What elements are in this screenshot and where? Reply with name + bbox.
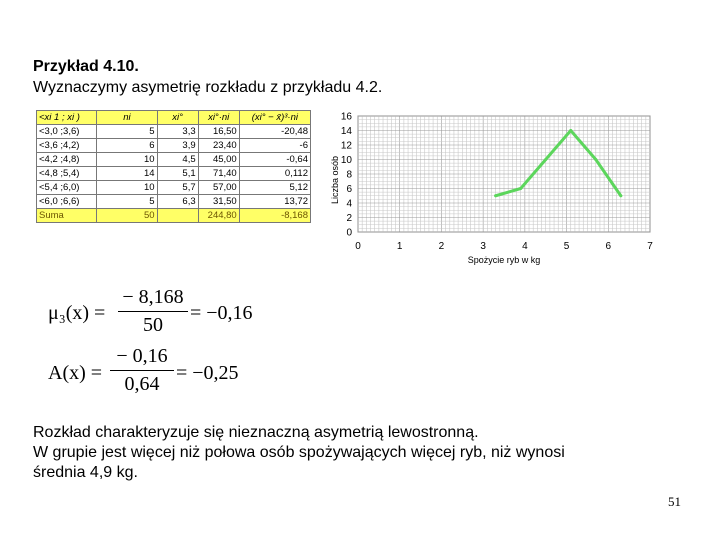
- cell-midpoint: 5,1: [157, 167, 198, 181]
- cell-sum-product: 244,80: [198, 209, 239, 223]
- slide-heading: [33, 56, 382, 98]
- table-row: [37, 195, 311, 209]
- table-sum-row: [37, 209, 311, 223]
- conclusion-line-2: W grupie jest więcej niż połowa osób spożywających więcej ryb, niż wynosi: [33, 444, 565, 461]
- cell-count: 5: [97, 125, 157, 139]
- cell-third-moment: 13,72: [239, 195, 310, 209]
- x-tick-label: 5: [563, 241, 570, 252]
- cell-sum-label: Suma: [37, 209, 97, 223]
- x-tick-label: 7: [647, 241, 653, 252]
- cell-product: 45,00: [198, 153, 239, 167]
- cell-midpoint: 4,5: [157, 153, 198, 167]
- x-tick-label: 6: [605, 241, 612, 252]
- x-axis-title: Spożycie ryb w kg: [467, 255, 541, 265]
- y-tick-label: 10: [340, 155, 352, 166]
- y-tick-label: 14: [340, 126, 352, 137]
- header-midpoint: xi°: [157, 111, 198, 125]
- x-tick-label: 0: [355, 241, 361, 252]
- cell-third-moment: 5,12: [239, 181, 310, 195]
- table-row: [37, 139, 311, 153]
- conclusion-line-1: Rozkład charakteryzuje się nieznaczną asymetrią lewostronną.: [33, 424, 479, 441]
- y-tick-label: 0: [346, 227, 352, 239]
- formula1-denominator: 50: [143, 314, 163, 336]
- table-row: [37, 167, 311, 181]
- frequency-line-chart: [325, 108, 670, 268]
- y-tick-label: 4: [346, 198, 352, 210]
- data-point: [494, 194, 497, 197]
- conclusion-text: [33, 423, 673, 483]
- cell-midpoint: 6,3: [157, 195, 198, 209]
- formula2-fraction: [110, 345, 174, 396]
- cell-midpoint: 5,7: [157, 181, 198, 195]
- formula1-lhs: μ₃(x) =: [48, 302, 106, 324]
- header-interval: <xi 1 ; xi ): [37, 111, 97, 125]
- formula1-numerator: − 8,168: [122, 286, 184, 308]
- cell-count: 10: [97, 181, 157, 195]
- cell-product: 57,00: [198, 181, 239, 195]
- x-tick-label: 4: [522, 241, 528, 252]
- cell-interval: <3,6 ;4,2): [37, 139, 97, 153]
- cell-product: 23,40: [198, 139, 239, 153]
- table-row: [37, 153, 311, 167]
- cell-count: 10: [97, 153, 157, 167]
- frequency-table: [36, 110, 311, 223]
- y-tick-label: 2: [346, 213, 352, 224]
- cell-sum-third-moment: -8,168: [239, 209, 310, 223]
- cell-third-moment: 0,112: [239, 167, 310, 181]
- data-point: [519, 187, 522, 190]
- formula1-result: = −0,16: [190, 302, 253, 324]
- cell-sum-midpoint: [157, 209, 198, 223]
- table-row: [37, 125, 311, 139]
- cell-sum-count: 50: [97, 209, 157, 223]
- formula2-result: = −0,25: [176, 362, 239, 384]
- header-count: ni: [97, 111, 157, 125]
- cell-count: 6: [97, 139, 157, 153]
- cell-product: 31,50: [198, 195, 239, 209]
- data-point: [544, 158, 547, 161]
- formula2-denominator: 0,64: [124, 373, 160, 395]
- table-row: [37, 181, 311, 195]
- x-tick-label: 1: [396, 241, 403, 252]
- formula1-fraction: [118, 286, 188, 337]
- cell-third-moment: -6: [239, 139, 310, 153]
- header-product: xi°·ni: [198, 111, 239, 125]
- cell-count: 14: [97, 167, 157, 181]
- y-tick-label: 8: [346, 169, 352, 181]
- cell-count: 5: [97, 195, 157, 209]
- cell-interval: <3,0 ;3,6): [37, 125, 97, 139]
- cell-midpoint: 3,9: [157, 139, 198, 153]
- cell-third-moment: -20,48: [239, 125, 310, 139]
- formula2-numerator: − 0,16: [116, 345, 168, 367]
- data-point: [594, 158, 597, 161]
- data-point: [569, 129, 572, 132]
- cell-third-moment: -0,64: [239, 153, 310, 167]
- cell-interval: <4,2 ;4,8): [37, 153, 97, 167]
- data-point: [619, 194, 622, 197]
- cell-interval: <5,4 ;6,0): [37, 181, 97, 195]
- cell-interval: <4,8 ;5,4): [37, 167, 97, 181]
- page-number: 51: [668, 494, 681, 509]
- cell-product: 16,50: [198, 125, 239, 139]
- table-header-row: [37, 111, 311, 125]
- y-axis-title: Liczba osób: [330, 155, 340, 205]
- x-tick-label: 3: [480, 241, 486, 252]
- y-tick-label: 16: [340, 111, 352, 123]
- formula2-lhs: A(x) =: [48, 362, 103, 384]
- header-third-moment: (xi° − x̄)³·ni: [239, 111, 310, 125]
- example-title: Przykład 4.10.: [33, 58, 139, 75]
- y-tick-label: 6: [346, 184, 352, 195]
- cell-interval: <6,0 ;6,6): [37, 195, 97, 209]
- cell-midpoint: 3,3: [157, 125, 198, 139]
- conclusion-line-3: średnia 4,9 kg.: [33, 464, 138, 481]
- y-tick-label: 12: [340, 140, 352, 152]
- x-tick-label: 2: [438, 241, 445, 252]
- cell-product: 71,40: [198, 167, 239, 181]
- example-subtitle: Wyznaczymy asymetrię rozkładu z przykładu 4.2.: [33, 79, 383, 96]
